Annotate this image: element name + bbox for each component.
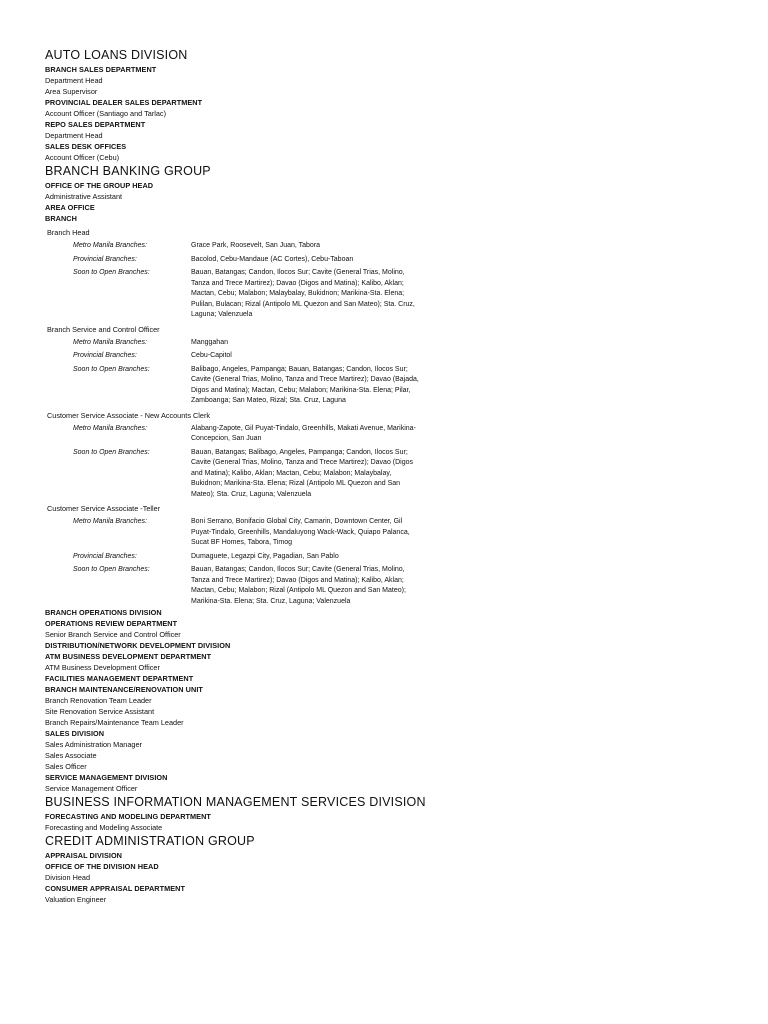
branch-list-row [45,565,745,607]
unit-heading-repo-sales-department: REPO SALES DEPARTMENT [45,120,146,129]
role-heading-branch-service-and-control-officer: Branch Service and Control Officer [47,324,160,334]
branch-list-row [45,241,745,252]
position-title-valuation-engineer: Valuation Engineer [45,895,107,904]
position-title-site-renovation-service-assistant: Site Renovation Service Assistant [45,707,155,716]
position-title-area-supervisor: Area Supervisor [45,87,98,96]
branch-category-label: Metro Manila Branches: [73,424,147,432]
position-title-division-head: Division Head [45,873,91,882]
role-heading-branch-head: Branch Head [47,228,90,237]
role-heading-customer-service-associate-new-accounts-: Customer Service Associate - New Accounts Clerk [47,410,211,420]
branch-category-label: Metro Manila Branches: [73,518,147,525]
role-heading-customer-service-associate-teller: Customer Service Associate -Teller [47,504,161,513]
unit-heading-distribution-network-development-divisio: DISTRIBUTION/NETWORK DEVELOPMENT DIVISION [45,641,231,650]
position-title-administrative-assistant: Administrative Assistant [45,192,123,201]
position-title-atm-business-development-officer: ATM Business Development Officer [45,663,160,672]
branch-locations: Boni Serrano, Bonifacio Global City, Camarin, Downtown Center, Gil Puyat-Tindalo, Greenhills, Mandaluyong Wack-Wack, Quiapo Palanca, Sucat BF Homes, Tabora, Timog [191,518,410,546]
branch-list-row [45,351,745,362]
branch-category-label: Metro Manila Branches: [73,242,147,249]
branch-locations: Alabang-Zapote, Gil Puyat-Tindalo, Greenhills, Makati Avenue, Marikina-Concepcion, San Juan [191,424,416,442]
position-title-branch-repairs-maintenance-team-leader: Branch Repairs/Maintenance Team Leader [45,718,184,727]
branch-list-row [45,268,745,321]
unit-heading-forecasting-and-modeling-department: FORECASTING AND MODELING DEPARTMENT [45,812,211,821]
position-title-service-management-officer: Service Management Officer [45,784,138,793]
branch-list-row [45,338,745,349]
branch-locations: Cebu-Capitol [191,352,232,359]
position-title-account-officer-cebu: Account Officer (Cebu) [45,153,120,162]
unit-heading-branch-sales-department: BRANCH SALES DEPARTMENT [45,65,157,74]
unit-heading-appraisal-division: APPRAISAL DIVISION [45,851,122,860]
branch-locations: Bacolod, Cebu-Mandaue (AC Cortes), Cebu-Taboan [191,255,354,263]
branch-category-label: Provincial Branches: [73,352,137,359]
unit-heading-operations-review-department: OPERATIONS REVIEW DEPARTMENT [45,619,178,628]
unit-heading-office-of-the-division-head: OFFICE OF THE DIVISION HEAD [45,862,159,871]
unit-heading-provincial-dealer-sales-department: PROVINCIAL DEALER SALES DEPARTMENT [45,98,203,107]
branch-list-row [45,448,745,501]
position-title-senior-branch-service-and-control-office: Senior Branch Service and Control Officer [45,630,181,639]
unit-heading-service-management-division: SERVICE MANAGEMENT DIVISION [45,773,168,782]
document-page [45,47,745,905]
branch-category-label: Soon to Open Branches: [73,269,150,276]
unit-heading-sales-division: SALES DIVISION [45,729,105,738]
branch-list-row [45,424,745,445]
group-heading-credit-administration-group: CREDIT ADMINISTRATION GROUP [45,834,255,848]
unit-heading-office-of-the-group-head: OFFICE OF THE GROUP HEAD [45,181,154,190]
position-title-sales-administration-manager: Sales Administration Manager [45,740,142,749]
branch-category-label: Metro Manila Branches: [73,338,147,346]
unit-heading-consumer-appraisal-department: CONSUMER APPRAISAL DEPARTMENT [45,884,185,893]
branch-locations: Dumaguete, Legazpi City, Pagadian, San Pablo [191,552,339,560]
branch-list-row [45,255,745,266]
unit-heading-area-office: AREA OFFICE [45,203,95,212]
branch-locations: Manggahan [191,338,228,346]
branch-locations: Grace Park, Roosevelt, San Juan, Tabora [191,242,321,249]
branch-locations: Bauan, Batangas; Candon, Ilocos Sur; Cavite (General Trias, Molino, Tanza and Trece Martirez); Davao (Digos and Matina); Kalibo, Aklan; Mactan, Cebu; Malabon; Malaybalay, Bukidnon; Marikina-Sta. Elena; Pulilan, Bulacan; Rizal (Antipolo ML Quezon and San Mateo); Sta. Cruz, Laguna; Valenzuela [191,269,415,318]
branch-category-label: Provincial Branches: [73,552,137,560]
branch-list-row [45,552,745,563]
branch-category-label: Provincial Branches: [73,255,137,263]
unit-heading-atm-business-development-department: ATM BUSINESS DEVELOPMENT DEPARTMENT [45,652,212,661]
position-title-branch-renovation-team-leader: Branch Renovation Team Leader [45,696,152,705]
branch-list-row [45,517,745,549]
position-title-account-officer-santiago-and-tarlac: Account Officer (Santiago and Tarlac) [45,109,167,118]
unit-heading-branch-maintenance-renovation-unit: BRANCH MAINTENANCE/RENOVATION UNIT [45,685,203,694]
group-heading-business-information-management-services: BUSINESS INFORMATION MANAGEMENT SERVICES DIVISION [45,795,426,809]
unit-heading-sales-desk-offices: SALES DESK OFFICES [45,142,127,151]
branch-category-label: Soon to Open Branches: [73,448,150,456]
position-title-forecasting-and-modeling-associate: Forecasting and Modeling Associate [45,823,163,832]
group-heading-branch-banking-group: BRANCH BANKING GROUP [45,164,211,178]
unit-heading-facilities-management-department: FACILITIES MANAGEMENT DEPARTMENT [45,674,194,683]
branch-list-row [45,365,745,407]
branch-locations: Bauan, Batangas; Candon, Ilocos Sur; Cavite (General Trias, Molino, Tanza and Trece Martirez); Davao (Digos and Matina); Kalibo, Aklan; Mactan, Cebu; Malabon; Rizal (Antipolo ML Quezon and San Mateo); Marikina-Sta. Elena; Sta. Cruz, Laguna; Valenzuela [191,566,406,605]
position-title-sales-officer: Sales Officer [45,762,87,771]
branch-locations: Balibago, Angeles, Pampanga; Bauan, Batangas; Candon, Ilocos Sur; Cavite (General Trias, Molino, Tanza and Trece Martirez); Davao (Bajada, Digos and Matina); Mactan, Cebu; Malabon; Marikina-Sta. Elena; Pilar, Zamboanga; San Mateo, Rizal; Sta. Cruz, Laguna [191,365,419,404]
group-heading-auto-loans-division: AUTO LOANS DIVISION [45,48,188,62]
branch-category-label: Soon to Open Branches: [73,566,150,573]
position-title-sales-associate: Sales Associate [45,751,97,760]
unit-heading-branch: BRANCH [45,214,77,223]
branch-locations: Bauan, Batangas; Balibago, Angeles, Pampanga; Candon, Ilocos Sur; Cavite (General Trias, Molino, Tanza and Trece Martirez); Davao (Digos and Matina); Kalibo, Aklan; Mactan, Cebu; Malabon; Malaybalay, Bukidnon; Marikina-Sta. Elena; Rizal (Antipolo ML Quezon and San Mateo); Sta. Cruz, Laguna; Valenzuela [191,448,414,498]
branch-category-label: Soon to Open Branches: [73,365,150,373]
position-title-department-head: Department Head [45,131,103,140]
position-title-department-head: Department Head [45,76,103,85]
unit-heading-branch-operations-division: BRANCH OPERATIONS DIVISION [45,608,162,617]
